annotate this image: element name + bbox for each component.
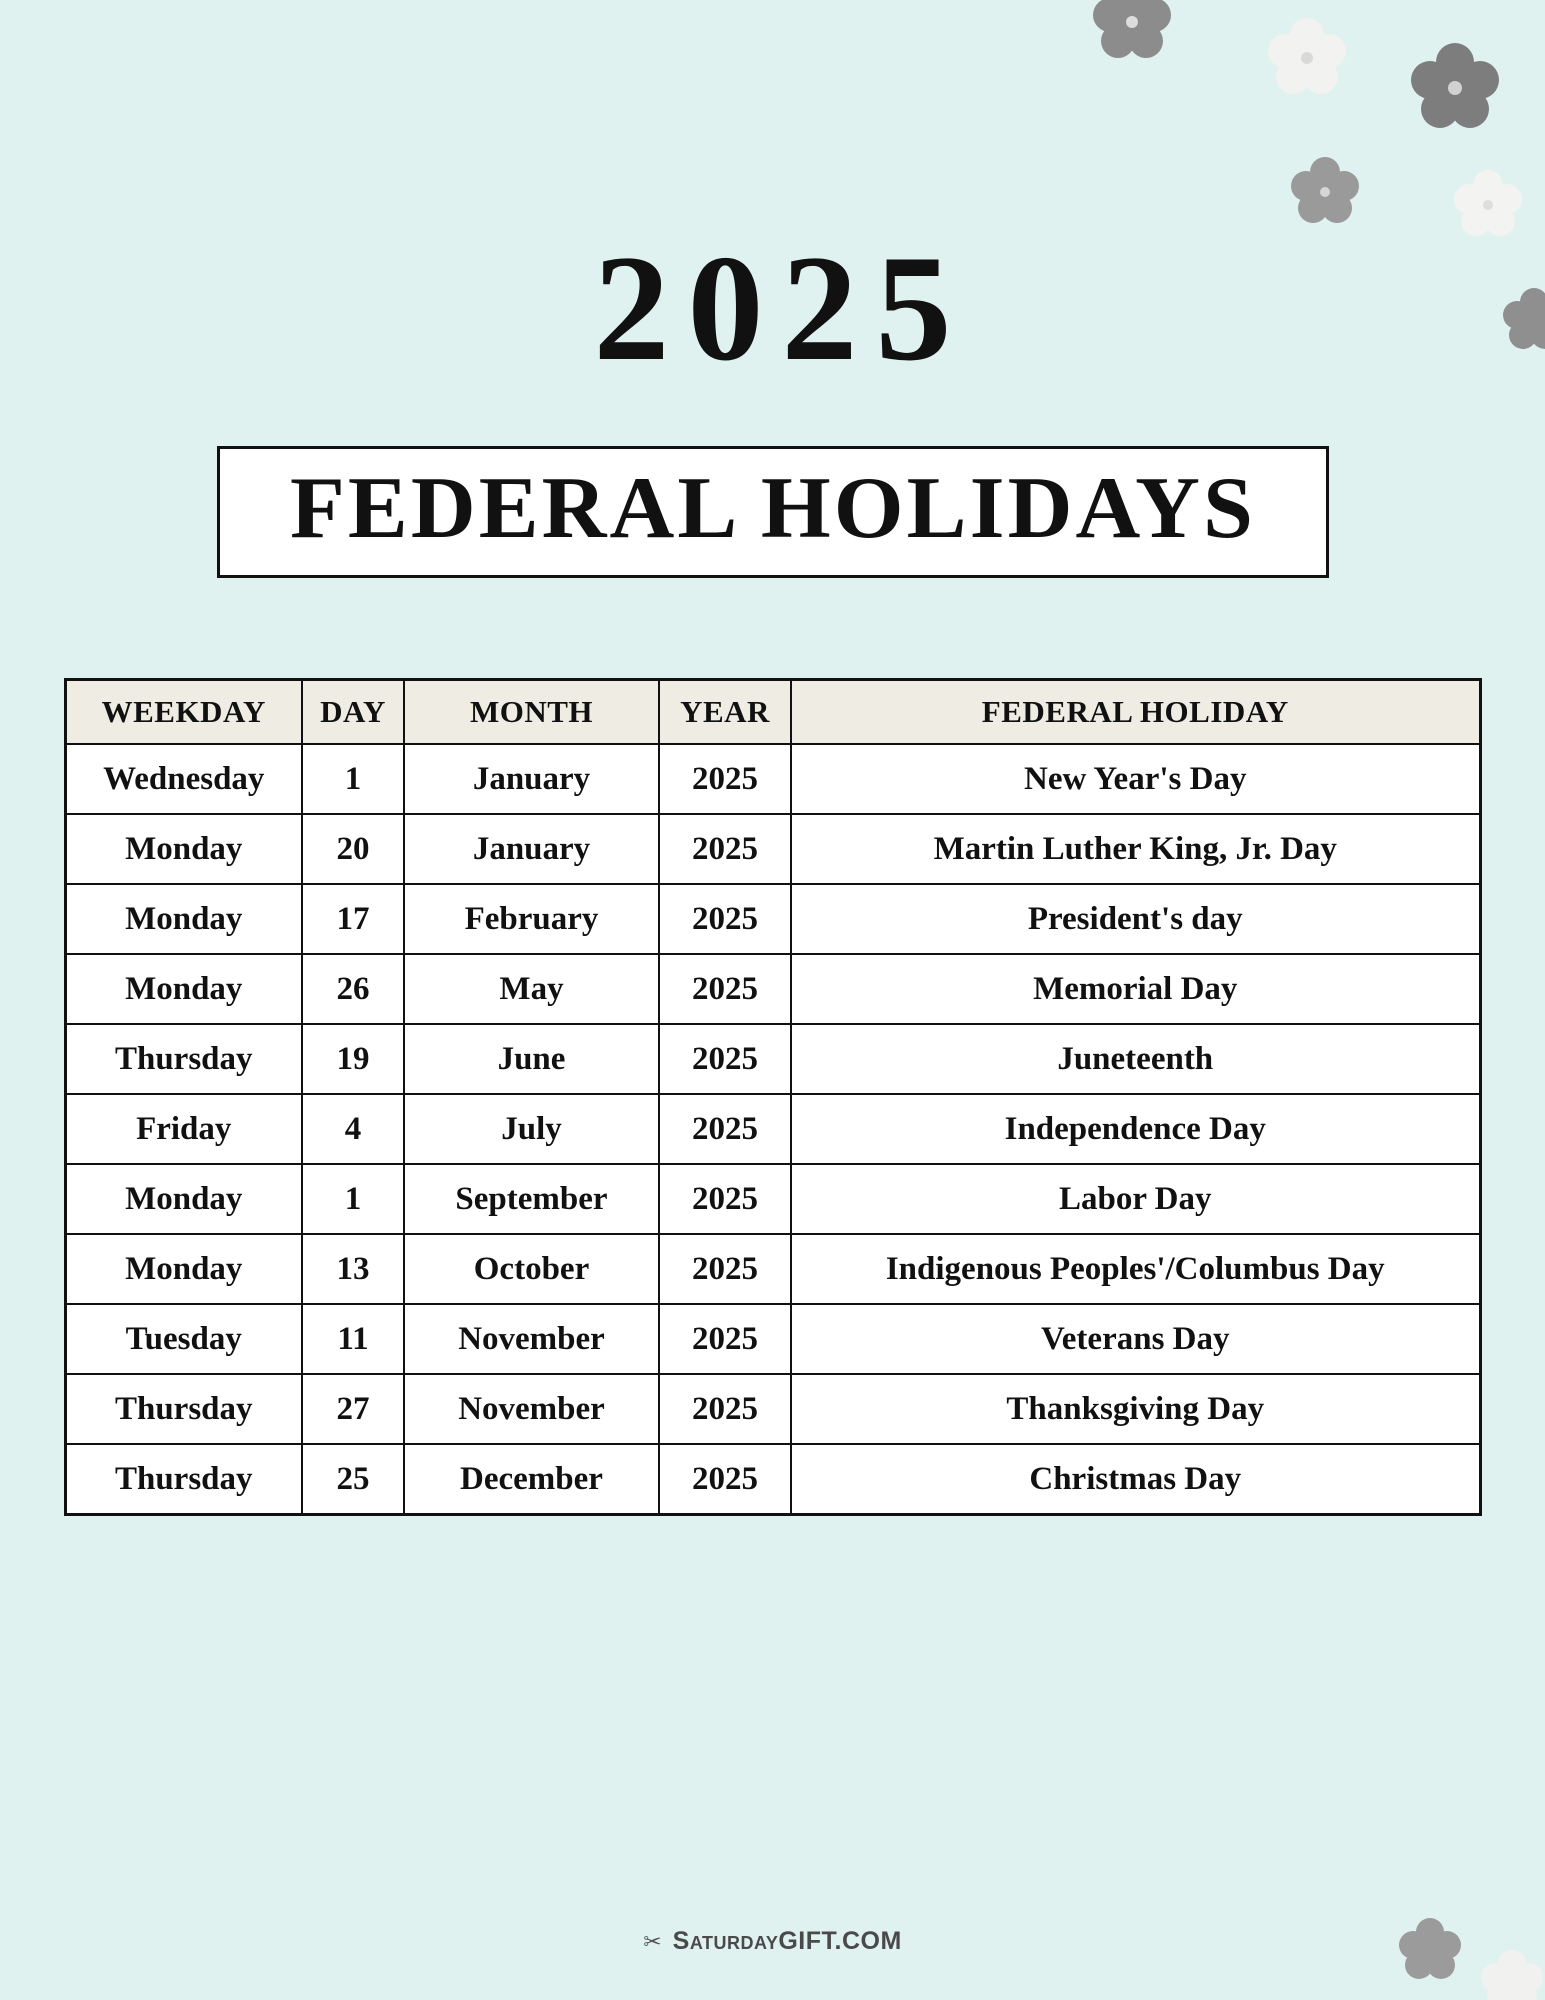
brand-prefix: S xyxy=(672,1927,690,1955)
brand-suffix: GIFT.COM xyxy=(778,1927,902,1955)
table-row xyxy=(65,884,1480,954)
cell-weekday: Tuesday xyxy=(65,1304,302,1374)
cell-month: December xyxy=(404,1444,659,1515)
cell-weekday: Monday xyxy=(65,1234,302,1304)
cell-weekday: Wednesday xyxy=(65,744,302,814)
cell-month: October xyxy=(404,1234,659,1304)
table-header-row xyxy=(65,680,1480,745)
cell-holiday: Labor Day xyxy=(791,1164,1480,1234)
cell-month: January xyxy=(404,744,659,814)
column-header-weekday: WEEKDAY xyxy=(65,680,302,745)
cell-holiday: Memorial Day xyxy=(791,954,1480,1024)
cell-day: 25 xyxy=(302,1444,404,1515)
cell-year: 2025 xyxy=(659,1094,791,1164)
cell-month: February xyxy=(404,884,659,954)
cell-year: 2025 xyxy=(659,814,791,884)
cell-weekday: Monday xyxy=(65,884,302,954)
cell-year: 2025 xyxy=(659,884,791,954)
cell-day: 4 xyxy=(302,1094,404,1164)
cell-day: 17 xyxy=(302,884,404,954)
cell-year: 2025 xyxy=(659,1024,791,1094)
brand-logo xyxy=(643,1927,902,1956)
cell-year: 2025 xyxy=(659,1304,791,1374)
cell-weekday: Monday xyxy=(65,954,302,1024)
column-header-month: MONTH xyxy=(404,680,659,745)
cell-holiday: New Year's Day xyxy=(791,744,1480,814)
page-year: 2025 xyxy=(593,224,970,392)
cell-holiday: Martin Luther King, Jr. Day xyxy=(791,814,1480,884)
cell-month: January xyxy=(404,814,659,884)
column-header-day: DAY xyxy=(302,680,404,745)
footer xyxy=(0,1927,1545,1956)
cell-weekday: Friday xyxy=(65,1094,302,1164)
table-row xyxy=(65,1444,1480,1515)
cell-weekday: Thursday xyxy=(65,1374,302,1444)
brand-rest: ATURDAY xyxy=(689,1933,779,1953)
table-header xyxy=(65,680,1480,745)
table-body xyxy=(65,744,1480,1515)
cell-day: 27 xyxy=(302,1374,404,1444)
flower-icon xyxy=(1481,1950,1543,2000)
cell-year: 2025 xyxy=(659,744,791,814)
cell-weekday: Monday xyxy=(65,814,302,884)
cell-month: November xyxy=(404,1304,659,1374)
table-row xyxy=(65,1024,1480,1094)
brand-name xyxy=(673,1927,902,1956)
cell-holiday: Thanksgiving Day xyxy=(791,1374,1480,1444)
page-title: FEDERAL HOLIDAYS xyxy=(289,460,1256,557)
cell-month: November xyxy=(404,1374,659,1444)
table-row xyxy=(65,814,1480,884)
cell-year: 2025 xyxy=(659,954,791,1024)
cell-month: June xyxy=(404,1024,659,1094)
cell-year: 2025 xyxy=(659,1164,791,1234)
table-row xyxy=(65,954,1480,1024)
column-header-holiday: FEDERAL HOLIDAY xyxy=(791,680,1480,745)
cell-year: 2025 xyxy=(659,1374,791,1444)
cell-month: July xyxy=(404,1094,659,1164)
table-row xyxy=(65,1234,1480,1304)
cell-weekday: Thursday xyxy=(65,1444,302,1515)
cell-holiday: Christmas Day xyxy=(791,1444,1480,1515)
federal-holidays-table xyxy=(64,678,1482,1516)
cell-year: 2025 xyxy=(659,1444,791,1515)
cell-holiday: Veterans Day xyxy=(791,1304,1480,1374)
cell-day: 26 xyxy=(302,954,404,1024)
cell-day: 1 xyxy=(302,1164,404,1234)
scissors-icon: ✂ xyxy=(643,1928,663,1954)
cell-day: 13 xyxy=(302,1234,404,1304)
cell-holiday: Juneteenth xyxy=(791,1024,1480,1094)
cell-holiday: President's day xyxy=(791,884,1480,954)
cell-weekday: Monday xyxy=(65,1164,302,1234)
cell-day: 1 xyxy=(302,744,404,814)
cell-year: 2025 xyxy=(659,1234,791,1304)
table-row xyxy=(65,1374,1480,1444)
table-row xyxy=(65,744,1480,814)
column-header-year: YEAR xyxy=(659,680,791,745)
cell-day: 11 xyxy=(302,1304,404,1374)
cell-month: September xyxy=(404,1164,659,1234)
cell-holiday: Independence Day xyxy=(791,1094,1480,1164)
cell-weekday: Thursday xyxy=(65,1024,302,1094)
table-row xyxy=(65,1094,1480,1164)
cell-month: May xyxy=(404,954,659,1024)
table-row xyxy=(65,1164,1480,1234)
cell-holiday: Indigenous Peoples'/Columbus Day xyxy=(791,1234,1480,1304)
cell-day: 20 xyxy=(302,814,404,884)
title-box xyxy=(217,446,1329,578)
cell-day: 19 xyxy=(302,1024,404,1094)
table-row xyxy=(65,1304,1480,1374)
